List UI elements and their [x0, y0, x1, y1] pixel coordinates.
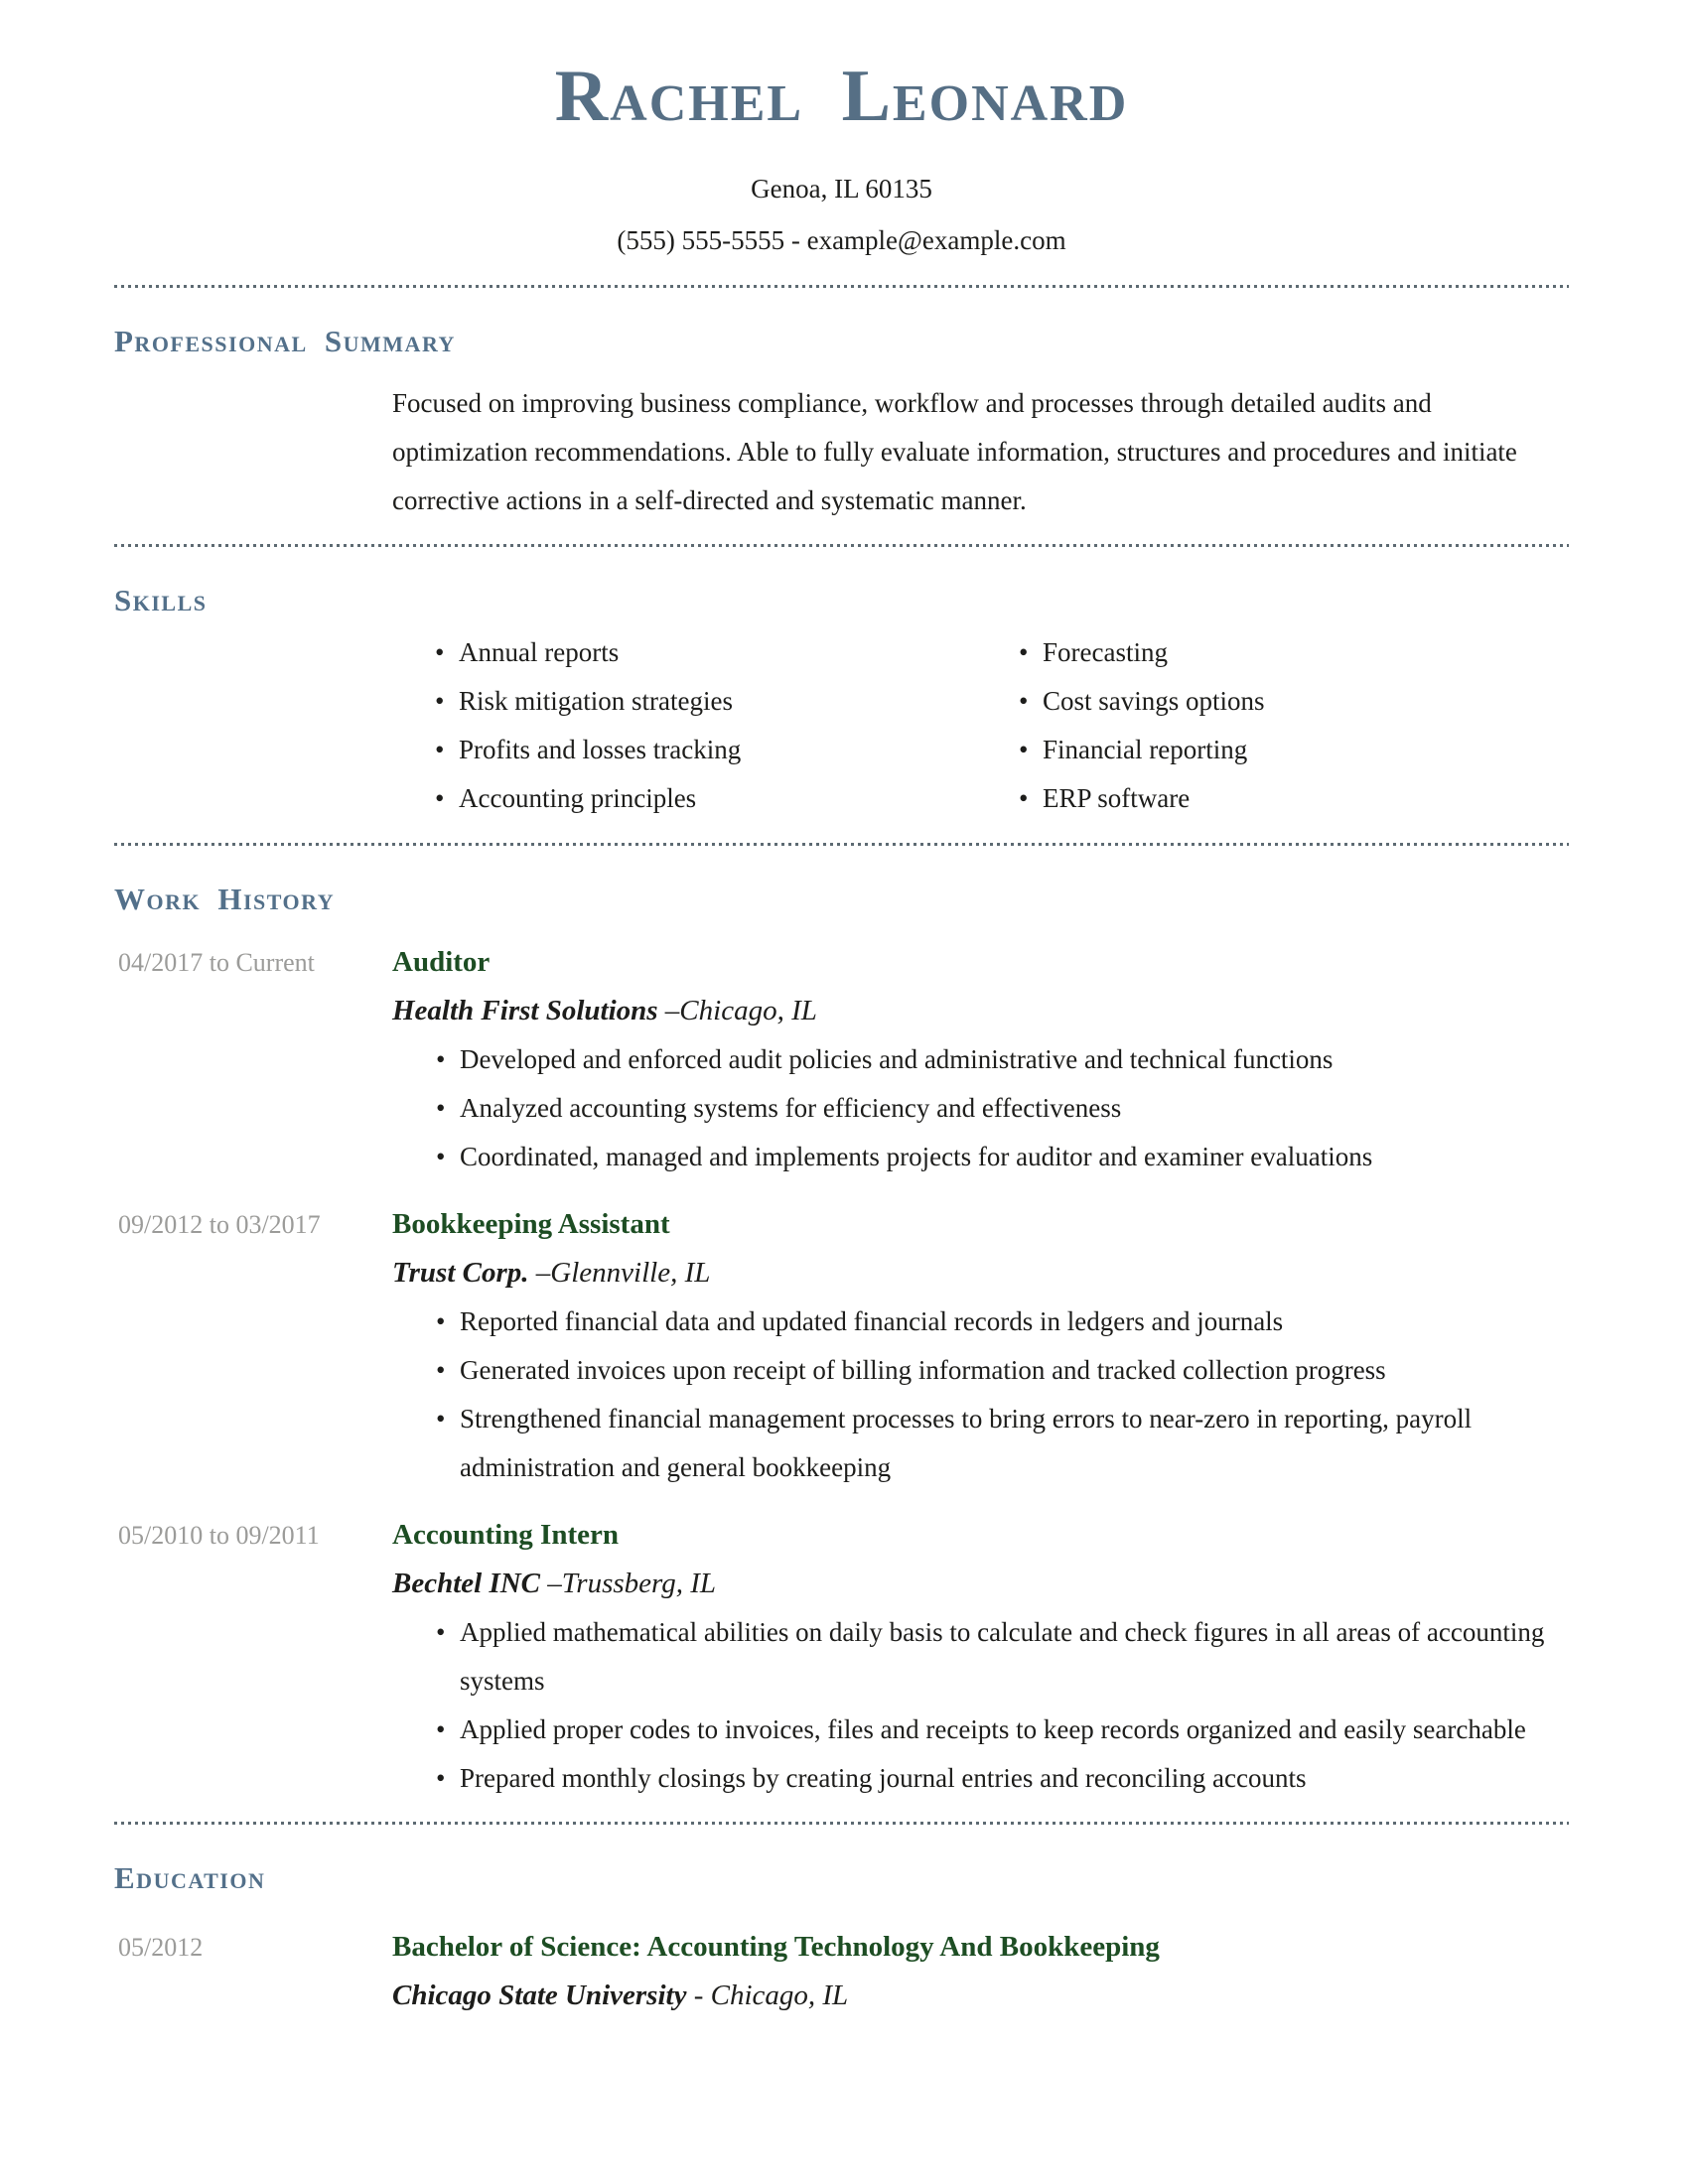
job-body	[392, 1200, 1569, 1492]
job-dates: 09/2012 to 03/2017	[118, 1210, 321, 1240]
section-professional-summary	[114, 323, 1569, 525]
skill-item: • Cost savings options	[1018, 677, 1265, 726]
job-bullet: • Developed and enforced audit policies and administrative and technical functions	[435, 1035, 1569, 1084]
section-divider	[114, 843, 1569, 846]
education-body	[392, 1923, 1569, 2020]
job-bullet: • Generated invoices upon receipt of billing information and tracked collection progress	[435, 1346, 1569, 1395]
education-school-line	[392, 1972, 1569, 2020]
job-bullet: • Reported financial data and updated financial records in ledgers and journals	[435, 1297, 1569, 1346]
education-school: Chicago State University	[392, 1979, 687, 2011]
job-company: Health First Solutions	[392, 995, 658, 1027]
section-work-history	[114, 881, 1569, 1803]
section-divider	[114, 544, 1569, 547]
job-title: Auditor	[392, 946, 491, 979]
job-bullets	[435, 1297, 1569, 1492]
education-entry	[114, 1923, 1569, 2020]
education-date: 05/2012	[118, 1932, 204, 1962]
job-entry	[114, 1511, 1569, 1803]
job-company: Bechtel INC	[392, 1568, 541, 1600]
job-bullets	[435, 1035, 1569, 1181]
contact-line: (555) 555-5555 - example@example.com	[617, 224, 1066, 255]
section-skills	[114, 582, 1569, 824]
section-title-work-history: Work History	[114, 882, 336, 917]
job-company-line	[392, 1560, 1569, 1608]
skill-item: • Annual reports	[434, 628, 1018, 677]
job-title: Bookkeeping Assistant	[392, 1208, 670, 1241]
resume-header	[114, 58, 1569, 266]
job-dates: 04/2017 to Current	[118, 948, 315, 978]
location-line: Genoa, IL 60135	[751, 173, 932, 204]
skills-column-2	[1018, 628, 1265, 823]
section-divider	[114, 1822, 1569, 1825]
job-location: –Chicago, IL	[664, 995, 817, 1027]
job-company: Trust Corp.	[392, 1257, 529, 1290]
job-title: Accounting Intern	[392, 1519, 619, 1552]
skill-item: • Forecasting	[1018, 628, 1265, 677]
job-bullet: • Applied mathematical abilities on daily basis to calculate and check figures in all areas of accounting systems	[435, 1608, 1569, 1706]
section-title-education: Education	[114, 1860, 266, 1896]
section-education	[114, 1859, 1569, 2020]
section-title-skills: Skills	[114, 582, 208, 617]
skills-column-1	[434, 628, 1018, 823]
job-bullet: • Analyzed accounting systems for efficiency and effectiveness	[435, 1084, 1569, 1133]
job-body	[392, 1511, 1569, 1803]
job-location: –Glennville, IL	[535, 1257, 711, 1290]
education-location: - Chicago, IL	[693, 1979, 849, 2011]
education-degree: Bachelor of Science: Accounting Technology And Bookkeeping	[392, 1930, 1160, 1963]
job-body	[392, 938, 1569, 1181]
skills-columns	[434, 628, 1569, 823]
job-bullet: • Strengthened financial management processes to bring errors to near-zero in reporting, payroll administration and general bookkeeping	[435, 1395, 1569, 1492]
person-name: Rachel Leonard	[554, 56, 1129, 137]
job-dates: 05/2010 to 09/2011	[118, 1521, 320, 1551]
job-entry	[114, 938, 1569, 1181]
section-divider	[114, 285, 1569, 288]
job-company-line	[392, 987, 1569, 1035]
job-bullet: • Prepared monthly closings by creating journal entries and reconciling accounts	[435, 1754, 1569, 1803]
job-company-line	[392, 1249, 1569, 1297]
job-bullet: • Coordinated, managed and implements projects for auditor and examiner evaluations	[435, 1133, 1569, 1181]
skill-item: • Profits and losses tracking	[434, 726, 1018, 774]
skill-item: • Risk mitigation strategies	[434, 677, 1018, 726]
section-title-professional-summary: Professional Summary	[114, 323, 456, 358]
job-location: –Trussberg, IL	[547, 1568, 717, 1600]
skill-item: • Financial reporting	[1018, 726, 1265, 774]
skill-item: • ERP software	[1018, 774, 1265, 823]
job-bullets	[435, 1608, 1569, 1803]
jobs-list	[114, 938, 1569, 1803]
summary-text: Focused on improving business compliance, workflow and processes through detailed audits and optimization recommendations. Able to fully evaluate information, structures and procedures and initiate corrective actions in a self-directed and systematic manner.	[392, 387, 1517, 515]
job-entry	[114, 1200, 1569, 1492]
skill-item: • Accounting principles	[434, 774, 1018, 823]
job-bullet: • Applied proper codes to invoices, files and receipts to keep records organized and easily searchable	[435, 1706, 1569, 1754]
